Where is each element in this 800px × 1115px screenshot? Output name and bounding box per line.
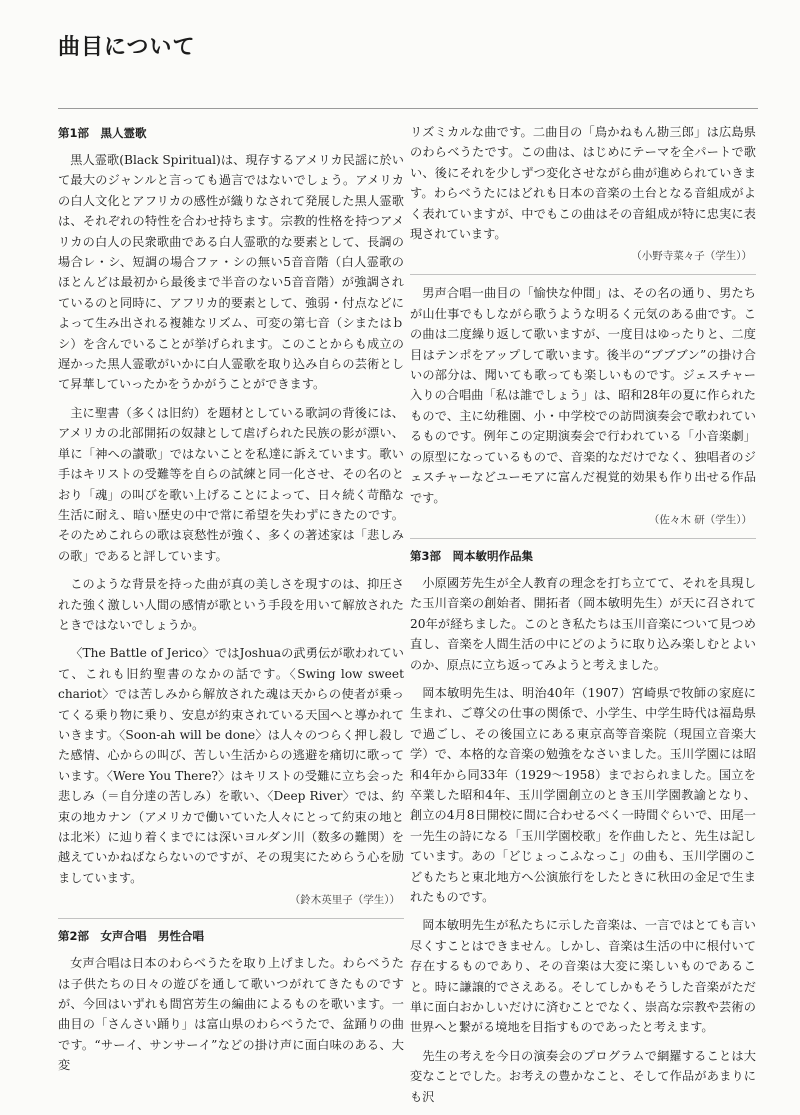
section-2-paragraph-continued: リズミカルな曲です。二曲目の「鳥かねもん勘三郎」は広島県のわらべうたです。この曲は、はじめにテーマを全パートで歌い、後にそれを少しずつ変化させながら曲が進められていきます。わらべうたにはどれも日本の音楽の土台となる音組成がよく表れていますが、中でもこの曲はその音組成が特に忠実に表現されています。	[410, 125, 756, 242]
section-1-paragraph: 主に聖書（多くは旧約）を題材としている歌詞の背後には、アメリカの北部開拓の奴隷として虐げられた民族の影が漂い、単に「神への讃歌」ではないことを私達に訴えています。歌い手はキリストの受難等を自らの試練と同一化させ、その名のとおり「魂」の叫びを歌い上げることによって、日々続く苛酷な生活に耐え、暗い歴史の中で常に希望を失わずにきたのです。そのためこれらの歌は哀愁性が強く、多くの著述家は「悲しみの歌」であると評しています。	[58, 405, 404, 563]
page-title: 曲目について	[58, 35, 196, 60]
section-3-paragraph: 岡本敏明先生は、明治40年（1907）宮崎県で牧師の家庭に生まれ、ご尊父の仕事の関係で、小学生、中学生時代は福島県で過ごし、その後国立にある東京高等音楽院（現国立音楽大学）で、本格的な音楽の勉強をなさいました。玉川学園には昭和4年から同33年（1929〜1958）までおられました。国立を卒業した昭和4年、玉川学園創立のとき玉川学園教諭となり、創立の4月8日開校に間に合わせるべく一時間ぐらいで、田尾一一先生の詩になる「玉川学園校歌」を作曲したと、先生は記しています。あの「どじょっこふなっこ」の曲も、玉川学園のこどもたちと東北地方へ公演旅行をしたときに秋田の金足で生まれたものです。	[410, 685, 756, 904]
section-2-paragraph: 女声合唱は日本のわらべうたを取り上げました。わらべうたは子供たちの日々の遊びを通して歌いつがれてきたものですが、今回はいずれも間宮芳生の編曲によるものを歌います。一曲目の「さんさい踊り」は富山県のわらべうたで、盆踊りの曲です。“サーイ、サンサーイ”などの掛け声に面白味のある、大変	[58, 956, 404, 1073]
section-2-credit-1: （小野寺菜々子（学生））	[631, 250, 752, 263]
section-2-heading: 第2部 女声合唱 男性合唱	[58, 929, 205, 944]
section-1-credit: （鈴木英里子（学生））	[289, 894, 400, 907]
left-column	[58, 122, 404, 1084]
section-1-heading: 第1部 黒人霊歌	[58, 126, 147, 140]
section-divider	[58, 918, 404, 919]
section-3-paragraph: 先生の考えを今日の演奏会のプログラムで網羅することは大変なことでした。お考えの豊かなこと、そして作品があまりにも沢	[410, 1048, 756, 1104]
section-1-paragraph: 黒人霊歌(Black Spiritual)は、現存するアメリカ民謡に於いて最大のジャンルと言っても過言ではないでしょう。アメリカの白人文化とアフリカの感性が織りなされて発展した黒人霊歌は、それぞれの特性を合わせ持ちます。宗教的性格を持つアメリカの白人の民衆歌曲である白人霊歌的な要素として、長調の場合レ・シ、短調の場合ファ・シの無い5音音階（白人霊歌のほとんどは最初から最後まで半音のない5音音階）が強調されているのと同時に、アフリカ的要素として、強弱・付点などによって生み出される複雑なリズム、可変の第七音（シまたはｂシ）を含んでいることが挙げられます。このことからも成立の遅かった黒人霊歌がいかに白人霊歌を取り込み自らの芸術として昇華していったかをうかがうことができます。	[58, 153, 404, 392]
section-1-paragraph: このような背景を持った曲が真の美しさを現すのは、抑圧された強く激しい人間の感情が歌という手段を用いて解放されたときではないでしょうか。	[58, 577, 404, 632]
section-3-paragraph: 小原國芳先生が全人教育の理念を打ち立てて、それを具現した玉川音楽の創始者、開拓者（岡本敏明先生）が天に召されて20年が経ちました。このとき私たちは玉川音楽について見つめ直し、音楽を人間生活の中にどのように取り込み楽しむとよいのか、原点に立ち返ってみようと考えました。	[410, 575, 756, 672]
section-2-credit-2: （佐々木 研（学生））	[648, 513, 752, 526]
section-3-heading: 第3部 岡本敏明作品集	[410, 548, 534, 563]
section-divider	[410, 538, 756, 539]
right-column	[410, 122, 756, 1115]
section-3-paragraph: 岡本敏明先生が私たちに示した音楽は、一言ではとても言い尽くすことはできません。しかし、音楽は生活の中に根付いて存在するものであり、その音楽は大変に楽しいものであること。時に謙譲的でさえある。そしてしかもそうした音楽がただ単に面白おかしいだけに済むことでなく、崇高な宗教や芸術の世界へと繋がる境地を目指すものであったと考えます。	[410, 918, 756, 1035]
section-divider	[410, 274, 756, 275]
section-2-paragraph: 男声合唱一曲目の「愉快な仲間」は、その名の通り、男たちが山仕事でもしながら歌うような明るく元気のある曲です。この曲は二度繰り返して歌いますが、一度目はゆったりと、二度目はテンポをアップして歌います。後半の“ブブブン”の掛け合いの部分は、聞いても歌っても楽しいものです。ジェスチャー入りの合唱曲「私は誰でしょう」は、昭和28年の夏に作られたもので、主に幼稚園、小・中学校での訪問演奏会で歌われているものです。例年この定期演奏会で行われている「小音楽劇」の原型になっているもので、音楽的なだけでなく、独唱者のジェスチャーなどユーモアに富んだ視覚的効果も作り出せる作品です。	[410, 286, 756, 505]
section-1-paragraph: 〈The Battle of Jerico〉ではJoshuaの武勇伝が歌われていて、これも旧約聖書のなかの話です。〈Swing low sweet chariot〉では苦しみから解放された魂は天からの使者が乗ってくる乗り物に乗り、安息が約束されている天国へと導かれていきます。〈Soon-ah will be done〉は人々のつらく押し殺した感情、心からの叫び、苦しい生活からの逃避を痛切に歌っています。〈Were You There?〉はキリストの受難に立ち会った悲しみ（＝自分達の苦しみ）を歌い、〈Deep River〉では、約束の地カナン（アメリカで働いていた人々にとって約束の地とは北米）に辿り着くまでには深いヨルダン川（数多の難関）を越えていかねばならないのですが、その現実にためらう心を励ましています。	[58, 646, 404, 885]
header-divider	[58, 108, 758, 109]
